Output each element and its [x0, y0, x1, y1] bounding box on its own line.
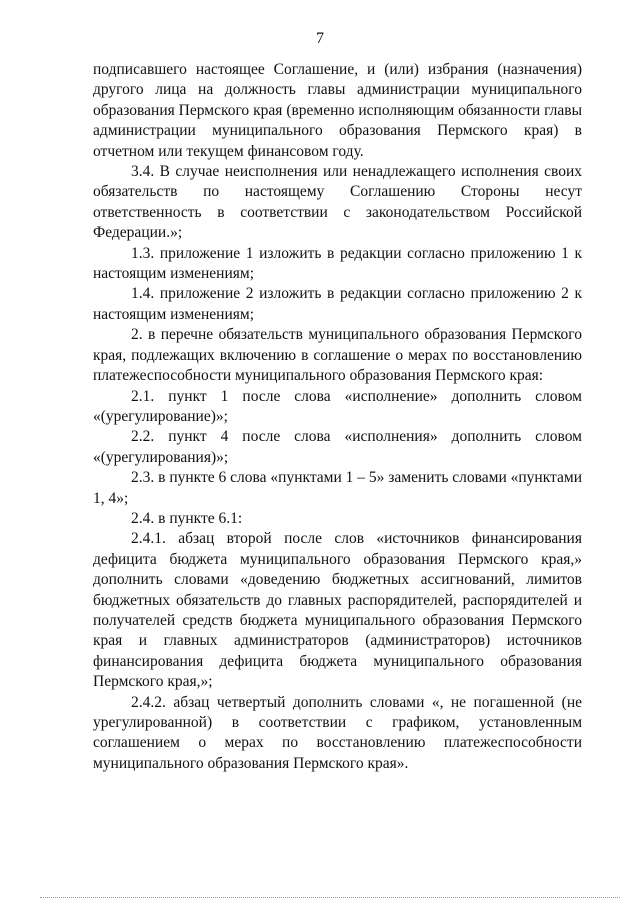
paragraph-2: 2. в перечне обязательств муниципального образования Пермского края, подлежащих включению в соглашение о мерах по восстановлению платежеспособности муниципального образования Пермского края: — [93, 326, 582, 385]
paragraph-2-2: 2.2. пункт 4 после слова «исполнения» дополнить словом «(урегулирования)»; — [93, 428, 582, 466]
paragraph-2-4: 2.4. в пункте 6.1: — [131, 509, 243, 527]
paragraph-2-4-2: 2.4.2. абзац четвертый дополнить словами «, не погашенной (не урегулированной) в соответствии с графиком, установленным соглашением о мерах по восстановлению платежеспособности муниципального образования Пермского края». — [93, 693, 582, 772]
paragraph-1-3: 1.3. приложение 1 изложить в редакции согласно приложению 1 к настоящим изменениям; — [93, 244, 582, 283]
paragraph-2-3: 2.3. в пункте 6 слова «пунктами 1 – 5» заменить словами «пунктами 1, 4»; — [93, 469, 582, 507]
paragraph-2-4-1: 2.4.1. абзац второй после слов «источников финансирования дефицита бюджета муниципального образования Пермского края,» дополнить словами «доведению бюджетных ассигнований, лимитов бюджетных обязательств до главных распорядителей, распорядителей и получателей средств бюджета муниципального образования Пермского края и главных администраторов (администраторов) источников финансирования дефицита бюджета муниципального образования Пермского края,»; — [93, 530, 582, 691]
paragraph-2-1: 2.1. пункт 1 после слова «исполнение» дополнить словом «(урегулирование)»; — [93, 387, 582, 425]
paragraph-continuation: подписавшего настоящее Соглашение, и (или) избрания (назначения) другого лица на должность главы администрации муниципального образования Пермского края (временно исполняющим обязанности главы администрации муниципального образования Пермского края) в отчетном или текущем финансовом году. — [93, 61, 582, 160]
page-number: 7 — [316, 30, 324, 47]
document-body — [93, 60, 582, 774]
bottom-scan-edge — [40, 897, 620, 898]
paragraph-1-4: 1.4. приложение 2 изложить в редакции согласно приложению 2 к настоящим изменениям; — [93, 285, 582, 323]
paragraph-3-4: 3.4. В случае неисполнения или ненадлежащего исполнения своих обязательств по настоящему Соглашению Стороны несут ответственность в соответствии с законодательством Российской Федерации.»; — [93, 163, 582, 242]
